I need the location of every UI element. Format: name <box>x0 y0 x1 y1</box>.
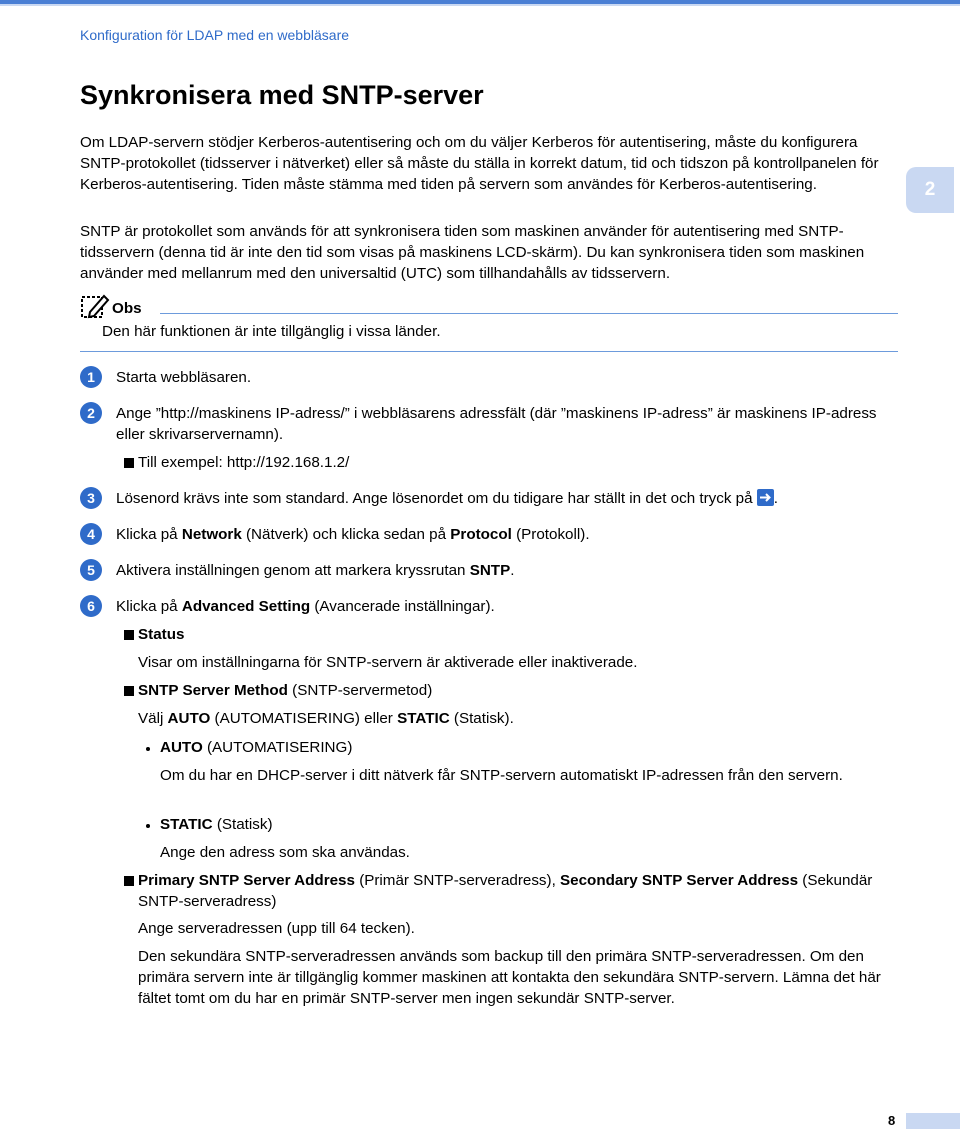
step-3-text <box>116 488 906 509</box>
intro-paragraph-1: Om LDAP-servern stödjer Kerberos-autentisering och om du väljer Kerberos för autentisering, måste du konfigurera SNTP-protokollet (tidsserver i nätverket) eller så måste du ställa in korrekt datum, tid och tidszon på kontrollpanelen för Kerberos-autentisering. Tiden måste stämma med tiden på servern som användes för Kerberos-autentisering. <box>80 134 879 193</box>
step-5-text <box>116 560 906 581</box>
bullet-square <box>124 458 134 468</box>
address-description-1: Ange serveradressen (upp till 64 tecken). <box>138 920 415 937</box>
step-4-text <box>116 524 906 545</box>
bullet-dot <box>146 747 150 751</box>
step-number-5: 5 <box>80 559 102 581</box>
step-6-text <box>116 596 906 617</box>
step-4-post: (Protokoll). <box>511 526 590 543</box>
method-desc-auto: AUTO <box>167 710 211 727</box>
chapter-tab <box>906 167 954 213</box>
address-description-2: Den sekundära SNTP-serveradressen används som backup till den primära SNTP-serveradressen. Om den primära servern inte är tillgänglig kommer maskinen att kontakta den sekundära SNTP-servern. Lämna det här fältet tomt om du har en primär SNTP-server men ingen sekundär SNTP-server. <box>138 948 881 1007</box>
step-number-6: 6 <box>80 595 102 617</box>
note-bottom-rule <box>80 351 898 352</box>
note-text: Den här funktionen är inte tillgänglig i vissa länder. <box>102 323 441 340</box>
method-desc-post: (Statisk). <box>449 710 514 727</box>
step-number-4: 4 <box>80 523 102 545</box>
bullet-square <box>124 686 134 696</box>
address-heading <box>138 870 908 912</box>
step-2-text: Ange ”http://maskinens IP-adress/” i webbläsarens adressfält (där ”maskinens IP-adress” är maskinens IP-adress eller skrivarservernamn). <box>116 405 877 443</box>
method-label-suffix: (SNTP-servermetod) <box>287 682 433 699</box>
static-description: Ange den adress som ska användas. <box>160 844 410 861</box>
status-label: Status <box>138 626 185 643</box>
status-description: Visar om inställningarna för SNTP-servern är aktiverade eller inaktiverade. <box>138 654 638 671</box>
step-number-2: 2 <box>80 402 102 424</box>
method-desc-mid: (AUTOMATISERING) eller <box>210 710 398 727</box>
step-1-text: Starta webbläsaren. <box>116 369 252 386</box>
step-4-mid: (Nätverk) och klicka sedan på <box>241 526 451 543</box>
method-label: SNTP Server Method <box>138 682 288 699</box>
chapter-number: 2 <box>924 179 936 200</box>
running-header: Konfiguration för LDAP med en webbläsare <box>80 27 350 43</box>
step-2-example: Till exempel: http://192.168.1.2/ <box>138 454 350 471</box>
method-heading <box>138 680 908 701</box>
auto-heading <box>160 737 880 758</box>
step-number-1: 1 <box>80 366 102 388</box>
note-label: Obs <box>112 300 142 317</box>
method-desc-static: STATIC <box>397 710 450 727</box>
page-number: 8 <box>888 1113 896 1128</box>
footer-tab <box>906 1113 960 1129</box>
step-3-end: . <box>773 490 779 507</box>
bullet-square <box>124 876 134 886</box>
address-mid: (Primär SNTP-serveradress), <box>354 872 561 889</box>
protocol-label: Protocol <box>450 526 512 543</box>
step-4-pre: Klicka på <box>116 526 182 543</box>
method-description <box>138 708 908 729</box>
step-6-post: (Avancerade inställningar). <box>310 598 495 615</box>
status-heading <box>138 624 908 645</box>
static-heading <box>160 814 880 835</box>
network-label: Network <box>181 526 242 543</box>
static-label: STATIC <box>160 816 213 833</box>
auto-suffix: (AUTOMATISERING) <box>202 739 353 756</box>
top-rule-light <box>0 4 960 6</box>
step-6-pre: Klicka på <box>116 598 182 615</box>
advanced-setting-label: Advanced Setting <box>181 598 311 615</box>
static-suffix: (Statisk) <box>212 816 273 833</box>
page-title: Synkronisera med SNTP-server <box>80 80 484 110</box>
note-top-rule <box>160 313 898 314</box>
address-post: (Sekundär SNTP-serveradress) <box>138 872 873 910</box>
bullet-dot <box>146 824 150 828</box>
note-pencil-icon <box>80 292 110 320</box>
step-5-post: . <box>510 562 515 579</box>
auto-label: AUTO <box>160 739 203 756</box>
intro-paragraph-2: SNTP är protokollet som används för att synkronisera tiden som maskinen använder för autentisering med SNTP-tidsservern (denna tid är inte den tid som visas på maskinens LCD-skärm). Du kan synkronisera tiden som maskinen använder med mellanrum med den universaltid (UTC) som tillhandahålls av tidsservern. <box>80 223 865 282</box>
primary-address-label: Primary SNTP Server Address <box>138 872 355 889</box>
go-arrow-icon <box>757 489 774 506</box>
step-number-3: 3 <box>80 487 102 509</box>
bullet-square <box>124 630 134 640</box>
sntp-label: SNTP <box>469 562 511 579</box>
method-desc-pre: Välj <box>138 710 168 727</box>
step-3-body: Lösenord krävs inte som standard. Ange lösenordet om du tidigare har ställt in det och tryck på <box>116 490 753 507</box>
step-5-pre: Aktivera inställningen genom att markera kryssrutan <box>116 562 470 579</box>
secondary-address-label: Secondary SNTP Server Address <box>560 872 799 889</box>
auto-description: Om du har en DHCP-server i ditt nätverk får SNTP-servern automatiskt IP-adressen från den servern. <box>160 767 843 784</box>
